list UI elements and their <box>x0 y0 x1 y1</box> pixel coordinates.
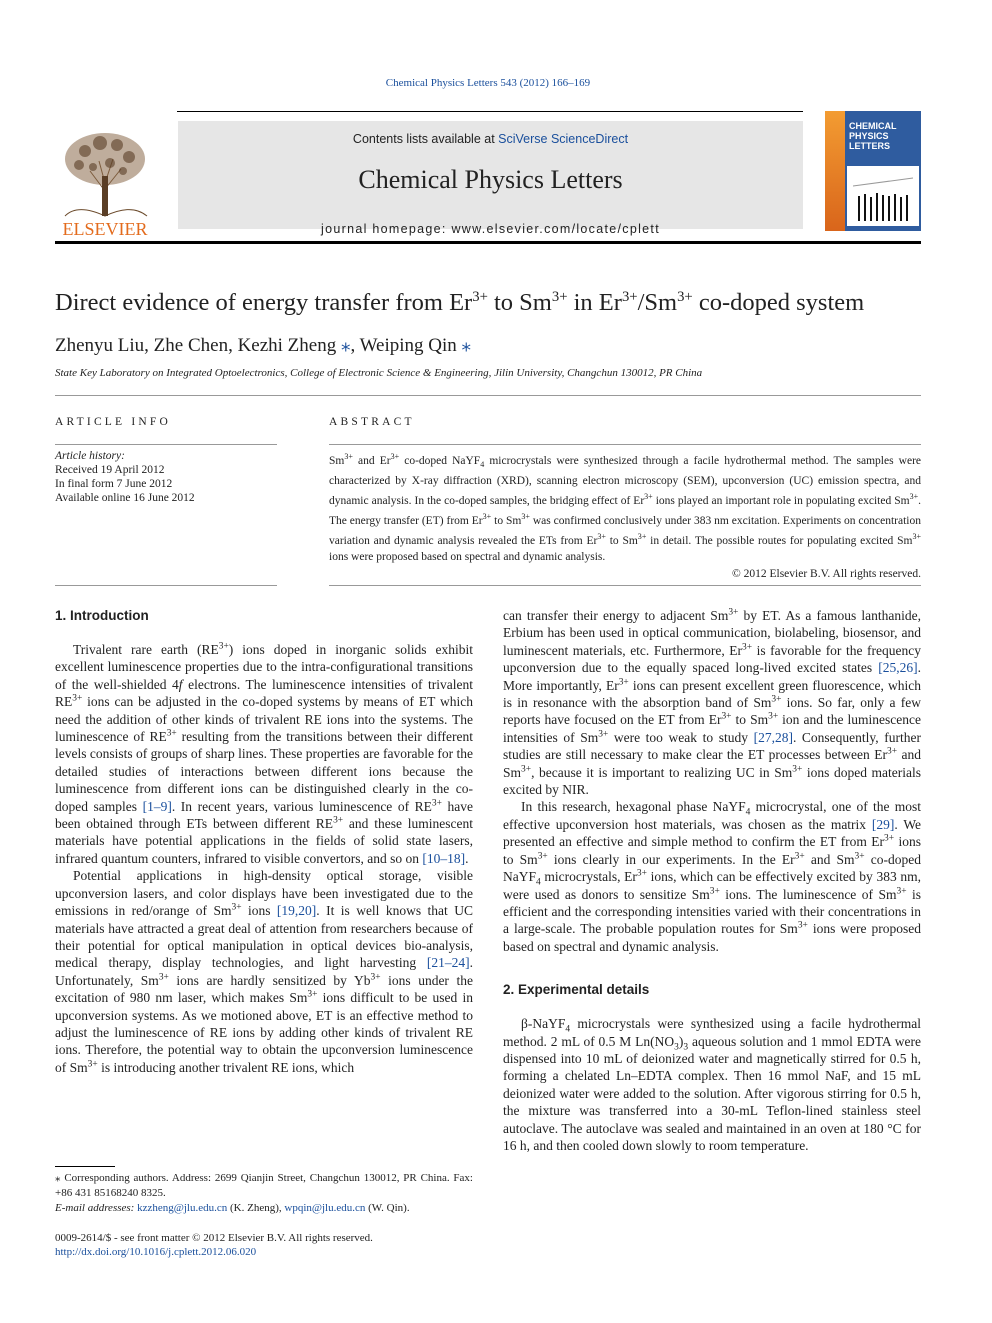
journal-citation[interactable]: Chemical Physics Letters 543 (2012) 166–169 <box>385 77 591 89</box>
doi-link[interactable]: http://dx.doi.org/10.1016/j.cplett.2012.06.020 <box>55 1246 257 1258</box>
cover-title: CHEMICAL PHYSICS LETTERS <box>849 121 897 151</box>
svg-text:ELSEVIER: ELSEVIER <box>62 219 148 239</box>
header-top-rule <box>177 111 803 112</box>
article-info-heading: ARTICLE INFO <box>55 416 171 428</box>
history-label: Article history: <box>55 450 125 462</box>
body-column-right <box>503 607 921 1154</box>
intro-paragraph-2: Potential applications in high-density optical storage, visible upconversion lasers, and color displays have been investigated due to the emissions in red/orange of $Sm^{3+}$ ions [19,20]. It is well knows that UC materials have attracted a great deal of attention from researchers because of their potential for optical manipulation in optical devices bio-analysis, medical therapy, display technologies, and light harvesting [21–24]. Unfortunately, $Sm^{3+}$ ions are hardly sensitized by $Yb^{3+}$ ions under the excitation of 980 nm laser, which makes $Sm^{3+}$ ions difficult to be used in upconversion systems. As we motioned above, ET is an effective method to adjust the luminescence of RE ions by adding other kinds of trivalent RE ions. Therefore, the potential way to obtain the upconversion luminescence of $Sm^{3+}$ is introducing another trivalent RE ions, which <box>55 868 473 1075</box>
experimental-heading: 2. Experimental details <box>503 982 650 998</box>
article-info-bottom-rule <box>55 585 277 586</box>
online-date: Available online 16 June 2012 <box>55 492 195 504</box>
email-addresses: E-mail addresses: kzzheng@jlu.edu.cn (K. Zheng), wpqin@jlu.edu.cn (W. Qin). <box>55 1202 410 1214</box>
corresponding-author-star[interactable]: ⁎ <box>461 335 472 356</box>
received-date: Received 19 April 2012 <box>55 464 165 476</box>
cover-graphic <box>847 166 919 226</box>
article-history <box>55 449 195 505</box>
affiliation-rule <box>55 395 921 396</box>
author-list: Zhenyu Liu, Zhe Chen, Kezhi Zheng ⁎, Weiping Qin ⁎ <box>55 335 472 356</box>
journal-homepage[interactable]: journal homepage: www.elsevier.com/locate/cplett <box>321 222 660 236</box>
page-footer <box>55 1231 373 1259</box>
email-link-qin[interactable]: wpqin@jlu.edu.cn <box>284 1202 366 1214</box>
cover-strip <box>825 111 845 231</box>
email-link-zheng[interactable]: kzzheng@jlu.edu.cn <box>137 1202 228 1214</box>
header-bottom-rule <box>55 241 921 244</box>
elsevier-logo[interactable] <box>55 121 155 239</box>
abstract-bottom-rule <box>329 585 921 586</box>
article-info-rule <box>55 444 277 445</box>
introduction-heading: 1. Introduction <box>55 608 149 623</box>
final-form-date: In final form 7 June 2012 <box>55 478 173 490</box>
journal-title: Chemical Physics Letters <box>358 165 623 194</box>
experimental-paragraph-1: β-NaYF$_4$ microcrystals were synthesized using a facile hydrothermal method. 2 mL of 0.5 M $Ln(NO_3)_3$ aqueous solution and 1 mmol EDTA were dispensed into 10 mL of deionized water and magnetically stirred for 0.5 h, forming a chelated Ln–EDTA complex. Then 16 mmol NaF, and 15 mL deionized water were added to the solution. After vigorous stirring for 0.5 h, the mixture was transferred into a 30-mL Teflon-lined stainless steel autoclave. The autoclave was sealed and maintained in an oven at 180 °C for 16 h, and then cooled down slowly to room temperature. <box>503 1016 921 1153</box>
corresponding-author-star[interactable]: ⁎ <box>340 335 351 356</box>
intro-paragraph-3: In this research, hexagonal phase NaYF$_4$ microcrystal, one of the most effective upconversion host materials, was chosen as the matrix [29]. We presented an effective and simple method to confirm the ET from $Er^{3+}$ ions to $Sm^{3+}$ ions clearly in our experiments. In the $Er^{3+}$ and $Sm^{3+}$ co-doped NaYF$_4$ microcrystals, $Er^{3+}$ ions, which can be effectively excited by 383 nm, were used as donors to sensitize $Sm^{3+}$ ions. The luminescence of $Sm^{3+}$ is efficient and the corresponding intensities varied with their concentrations in a large-scale. The probable population routes for $Sm^{3+}$ ions were proposed based on spectral and dynamic analysis. <box>503 799 922 954</box>
abstract-rule <box>329 444 921 445</box>
footnote-rule <box>55 1166 115 1167</box>
affiliation: State Key Laboratory on Integrated Optoelectronics, College of Electronic Science & Engineering, Jilin University, Changchun 130012, PR China <box>55 367 703 379</box>
corresponding-author-note: ⁎ Corresponding authors. Address: 2699 Qianjin Street, Changchun 130012, PR China. Fax: +86 431 85168240 8325. <box>55 1172 473 1199</box>
journal-banner <box>178 121 803 236</box>
intro-paragraph-1: Trivalent rare earth $(RE^{3+})$ ions doped in inorganic solids exhibit excellent luminescence properties due to the intra-configurational transitions of the well-shielded 4f electrons. The luminescence intensities of trivalent $RE^{3+}$ ions can be adjusted in the co-doped systems by means of ET which need the addition of other kinds of trivalent RE ions into the systems. The luminescence of $RE^{3+}$ resulting from the transitions between their different levels consists of groups of sharp lines. These properties are favorable for the detailed studies of interactions between different ions because the luminescence from different ions can be distinguished clearly in the co-doped samples [1–9]. In recent years, various luminescence of $RE^{3+}$ have been obtained through ETs between different $RE^{3+}$ and these luminescent materials have potential applications in the fields of solid state lasers, infrared quantum counters, infrared to visible convertors, and so on [10–18]. <box>55 641 474 866</box>
contents-line: Contents lists available at SciVerse ScienceDirect <box>352 132 629 146</box>
copyright: © 2012 Elsevier B.V. All rights reserved. <box>732 567 921 580</box>
sciencedirect-link[interactable]: SciVerse ScienceDirect <box>498 132 629 146</box>
journal-cover-thumbnail[interactable] <box>825 111 921 231</box>
body-column-left <box>55 607 473 1076</box>
journal-header <box>55 111 921 244</box>
abstract-heading: ABSTRACT <box>329 416 415 428</box>
article-title: Direct evidence of energy transfer from $Er^{3+}$ to $Sm^{3+}$ in $Er^{3+}/Sm^{3+}$ co-doped system <box>55 288 865 316</box>
footnote <box>55 1171 473 1216</box>
intro-paragraph-2-cont: can transfer their energy to adjacent $Sm^{3+}$ by ET. As a famous lanthanide, Erbium has been used in optical communication, biolabeling, biosensor, and luminescent materials, etc. Furthermore, $Er^{3+}$ is favorable for the frequency upconversion due to the equally spaced long-lived excited states [25,26]. More importantly, $Er^{3+}$ ions can present excellent green fluorescence, which is in resonance with the absorption band of $Sm^{3+}$ ions. So far, only a few reports have focused on the ET from $Er^{3+}$ to $Sm^{3+}$ ion and the luminescence intensities of $Sm^{3+}$ were too weak to study [27,28]. Consequently, further studies are still necessary to make clear the ET processes between $Er^{3+}$ and $Sm^{3+}$, because it is important to realizing UC in $Sm^{3+}$ ions doped materials excited by NIR. <box>503 607 921 798</box>
issn-line: 0009-2614/$ - see front matter © 2012 Elsevier B.V. All rights reserved. <box>55 1232 373 1244</box>
abstract-text <box>329 449 921 582</box>
abstract-body: $Sm^{3+}$ and $Er^{3+}$ co-doped NaYF$_4$ microcrystals were synthesized through a facile hydrothermal method. The samples were characterized by X-ray diffraction (XRD), scanning electron microscopy (SEM), upconversion (UC) emission spectra, and dynamic analysis. In the co-doped samples, the bridging effect of $Er^{3+}$ ions played an important role in populating excited $Sm^{3+}$. The energy transfer (ET) from $Er^{3+}$ to $Sm^{3+}$ was confirmed conclusively under 383 nm excitation. Experiments on concentration variation and dynamic analysis revealed the ETs from $Er^{3+}$ to $Sm^{3+}$ in detail. The possible routes for populating excited $Sm^{3+}$ ions were proposed based on spectral and dynamic analysis. <box>329 452 922 563</box>
